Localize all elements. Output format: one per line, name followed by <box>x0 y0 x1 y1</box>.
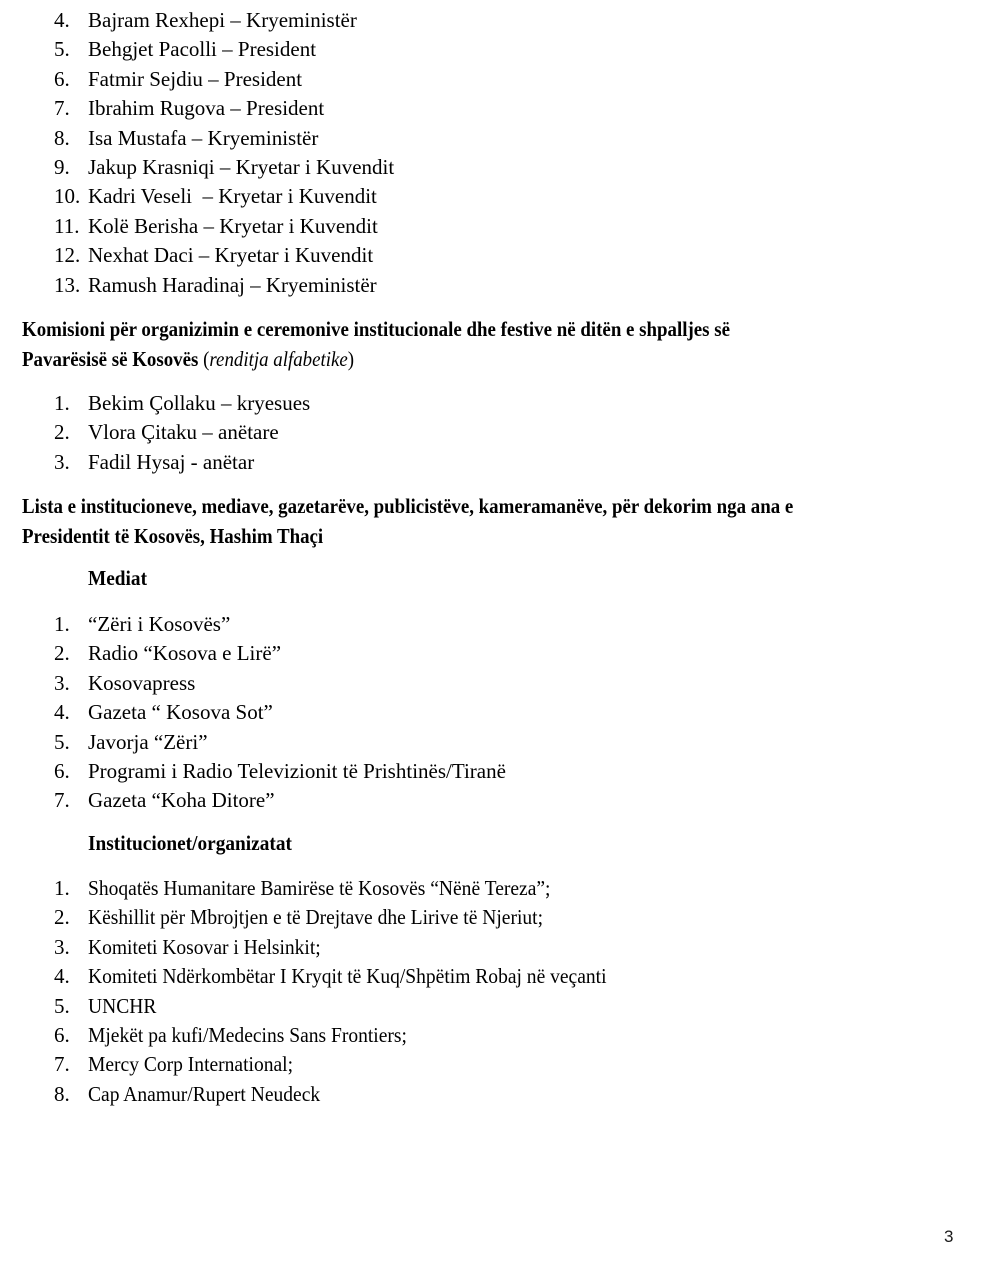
list-item <box>54 6 394 35</box>
list-item <box>54 933 646 962</box>
decoration-heading <box>22 492 793 551</box>
media-list <box>54 610 506 816</box>
list-item-number: 4. <box>54 964 70 989</box>
page-number: 3 <box>944 1227 954 1246</box>
list-item-text: Bajram Rexhepi – Kryeministër <box>88 8 357 32</box>
media-subheading: Mediat <box>88 566 148 590</box>
list-item <box>54 1080 646 1109</box>
list-item-text: Gazeta “Koha Ditore” <box>88 788 275 813</box>
list-item-text: Mercy Corp International; <box>88 1052 294 1077</box>
list-item-text: Ibrahim Rugova – President <box>88 96 325 121</box>
list-item-text: Këshillit për Mbrojtjen e të Drejtave dhe Lirive të Njeriut; <box>88 905 544 930</box>
list-item <box>54 153 394 182</box>
list-item <box>54 639 506 668</box>
list-item-number: 2. <box>54 420 70 445</box>
list-item-number: 5. <box>54 729 70 754</box>
list-item-number: 4. <box>54 700 70 725</box>
commission-heading-line2 <box>22 345 730 375</box>
list-item-number: 13. <box>54 272 81 297</box>
list-item-number: 5. <box>54 993 70 1018</box>
list-item-number: 3. <box>54 449 70 474</box>
leaders-list <box>54 6 394 300</box>
list-item <box>54 992 646 1021</box>
list-item-text: Programi i Radio Televizionit të Prishtinës/Tiranë <box>88 758 506 783</box>
list-item <box>54 448 310 477</box>
list-item-text: Kolë Berisha – Kryetar i Kuvendit <box>88 213 378 238</box>
list-item-text: Isa Mustafa – Kryeministër <box>88 125 319 150</box>
list-item-text: Mjekët pa kufi/Medecins Sans Frontiers; <box>88 1022 407 1047</box>
list-item-number: 9. <box>54 154 70 179</box>
list-item-text: Kadri Veseli – Kryetar i Kuvendit <box>88 184 377 209</box>
list-item-text: Komiteti Ndërkombëtar I Kryqit të Kuq/Shpëtim Robaj në veçanti <box>88 964 607 989</box>
list-item <box>54 241 394 270</box>
list-item-number: 1. <box>54 391 70 415</box>
list-item-number: 3. <box>54 934 70 959</box>
list-item-number: 4. <box>54 8 70 32</box>
list-item-text: Vlora Çitaku – anëtare <box>88 420 279 445</box>
paren-open: ( <box>203 346 210 371</box>
list-item-number: 7. <box>54 96 70 121</box>
institutions-list <box>54 874 646 1109</box>
list-item <box>54 212 394 241</box>
list-item-number: 8. <box>54 1081 70 1106</box>
list-item <box>54 94 394 123</box>
decoration-heading-line2: Presidentit të Kosovës, Hashim Thaçi <box>22 523 324 548</box>
list-item-number: 3. <box>54 670 70 695</box>
commission-heading-note: renditja alfabetike <box>209 346 348 371</box>
list-item-number: 5. <box>54 37 70 62</box>
list-item-text: Javorja “Zëri” <box>88 729 208 754</box>
list-item-text: Komiteti Kosovar i Helsinkit; <box>88 934 321 959</box>
list-item-text: Ramush Haradinaj – Kryeministër <box>88 272 377 297</box>
list-item-number: 10. <box>54 184 81 209</box>
list-item-number: 8. <box>54 125 70 150</box>
list-item <box>54 271 394 300</box>
commission-heading <box>22 315 730 374</box>
list-item-number: 7. <box>54 788 70 813</box>
list-item <box>54 35 394 64</box>
list-item <box>54 124 394 153</box>
list-item <box>54 728 506 757</box>
list-item <box>54 698 506 727</box>
list-item-text: Shoqatës Humanitare Bamirëse të Kosovës “Nënë Tereza”; <box>88 876 551 900</box>
list-item-text: Bekim Çollaku – kryesues <box>88 391 311 415</box>
list-item <box>54 182 394 211</box>
commission-heading-bold: Pavarësisë së Kosovës <box>22 346 204 371</box>
list-item-text: “Zëri i Kosovës” <box>88 612 231 636</box>
list-item-number: 6. <box>54 66 70 91</box>
list-item <box>54 903 646 932</box>
list-item <box>54 874 646 903</box>
list-item-number: 6. <box>54 1022 70 1047</box>
list-item <box>54 418 310 447</box>
institutions-subheading: Institucionet/organizatat <box>88 831 292 855</box>
list-item-text: Kosovapress <box>88 670 196 695</box>
commission-heading-line1: Komisioni për organizimin e ceremonive institucionale dhe festive në ditën e shpalljes së <box>22 317 731 341</box>
list-item-number: 7. <box>54 1052 70 1077</box>
list-item-text: Jakup Krasniqi – Kryetar i Kuvendit <box>88 154 395 179</box>
list-item <box>54 1050 646 1079</box>
list-item-number: 1. <box>54 612 70 636</box>
list-item-number: 6. <box>54 758 70 783</box>
list-item-text: Gazeta “ Kosova Sot” <box>88 700 273 725</box>
list-item <box>54 1021 646 1050</box>
list-item-number: 2. <box>54 641 70 666</box>
decoration-heading-line1: Lista e institucioneve, mediave, gazetarëve, publicistëve, kameramanëve, për dekorim nga ana e <box>22 494 794 518</box>
list-item-text: Cap Anamur/Rupert Neudeck <box>88 1081 321 1106</box>
list-item <box>54 669 506 698</box>
list-item-text: Radio “Kosova e Lirë” <box>88 641 282 666</box>
list-item-number: 2. <box>54 905 70 930</box>
list-item <box>54 786 506 815</box>
list-item-number: 12. <box>54 243 81 268</box>
list-item <box>54 389 310 418</box>
list-item <box>54 610 506 639</box>
list-item-text: Fadil Hysaj - anëtar <box>88 449 255 474</box>
list-item-text: Nexhat Daci – Kryetar i Kuvendit <box>88 243 374 268</box>
list-item-text: Fatmir Sejdiu – President <box>88 66 303 91</box>
list-item <box>54 757 506 786</box>
list-item-number: 1. <box>54 876 70 900</box>
list-item-text: Behgjet Pacolli – President <box>88 37 317 62</box>
list-item-text: UNCHR <box>88 993 157 1018</box>
list-item-number: 11. <box>54 213 80 238</box>
list-item <box>54 65 394 94</box>
list-item <box>54 962 646 991</box>
paren-close: ) <box>347 346 355 371</box>
commission-list <box>54 389 310 477</box>
